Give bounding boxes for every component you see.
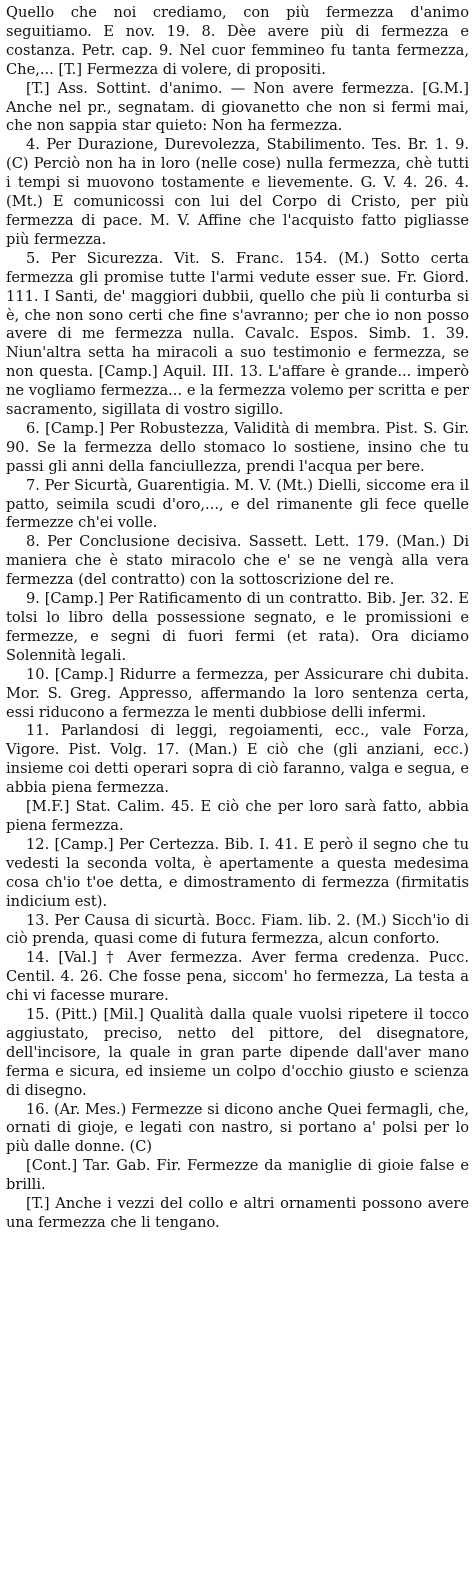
paragraph-18: [T.] Anche i vezzi del collo e altri ornamenti possono avere una fermezza che li tengano. (6, 1195, 469, 1231)
paragraph-3: 4. Per Durazione, Durevolezza, Stabilimento. Tes. Br. 1. 9. (C) Perciò non ha in loro (nelle cose) nulla fermezza, chè tutti i tempi si muovono tostamente e lievemente. G. V. 4. 26. 4. (Mt.) E comunicossi con lui del Corpo di Cristo, per più fermezza di pace. M. V. Affine che l'acquisto fatto pigliasse più fermezza. (6, 136, 469, 248)
paragraph-13: 13. Per Causa di sicurtà. Bocc. Fiam. lib. 2. (M.) Sicch'io di ciò prenda, quasi come di futura fermezza, alcun conforto. (6, 911, 469, 948)
paragraph-16: 16. (Ar. Mes.) Fermezze si dicono anche Quei fermagli, che, ornati di gioje, e legati con nastro, si portano a' polsi per lo più dalle donne. (C) (6, 1100, 469, 1156)
paragraph-7: 8. Per Conclusione decisiva. Sassett. Lett. 179. (Man.) Di maniera che è stato miracolo che e' se ne vengà alla vera fermezza (del contratto) con la sottoscrizione del re. (6, 533, 469, 589)
paragraph-6: 7. Per Sicurtà, Guarentigia. M. V. (Mt.) Dielli, siccome era il patto, seimila scudi d'oro,..., e del rimanente gli fece quelle fermezze ch'ei volle. (6, 476, 469, 532)
paragraph-8: 9. [Camp.] Per Ratificamento di un contratto. Bib. Jer. 32. E tolsi lo libro della possessione segnato, e le promissioni e fermezze, e segni di fuori fermi (et rata). Ora diciamo Solennità legali. (6, 590, 469, 664)
paragraph-11: [M.F.] Stat. Calim. 45. E ciò che per loro sarà fatto, abbia piena fermezza. (6, 798, 469, 834)
paragraph-2: [T.] Ass. Sottint. d'animo. — Non avere fermezza. [G.M.] Anche nel pr., segnatam. di giovanetto che non si fermi mai, che non sappia star quieto: Non ha fermezza. (6, 79, 469, 135)
paragraph-14: 14. [Val.] † Aver fermezza. Aver ferma credenza. Pucc. Centil. 4. 26. Che fosse pena, siccom' ho fermezza, La testa a chi vi facesse murare. (6, 949, 469, 1005)
paragraph-17: [Cont.] Tar. Gab. Fir. Fermezze da maniglie di gioie false e brilli. (6, 1157, 469, 1194)
paragraph-15: 15. (Pitt.) [Mil.] Qualità dalla quale vuolsi ripetere il tocco aggiustato, preciso, netto del pittore, del disegnatore, dell'incisore, la quale in gran parte dipende dall'aver mano ferma e sicura, ed insieme un colpo d'occhio giusto e scienza di disegno. (6, 1006, 469, 1099)
paragraph-5: 6. [Camp.] Per Robustezza, Validità di membra. Pist. S. Gir. 90. Se la fermezza dello stomaco lo sostiene, insino che tu passi gli anni della fanciullezza, prendi l'acqua per bere. (6, 419, 469, 475)
paragraph-12: 12. [Camp.] Per Certezza. Bib. I. 41. E però il segno che tu vedesti la seconda volta, è apertamente a questa medesima cosa ch'io t'oe detta, e dimostramento di fermezza (firmitatis indicium est). (6, 835, 469, 910)
paragraph-9: 10. [Camp.] Ridurre a fermezza, per Assicurare chi dubita. Mor. S. Greg. Appresso, affermando la loro sentenza certa, essi riducono a fermezza le menti dubbiose delli infermi. (6, 665, 469, 721)
paragraph-1: Quello che noi crediamo, con più fermezza d'animo seguitiamo. E nov. 19. 8. Dèe avere più di fermezza e costanza. Petr. cap. 9. Nel cuor femmineo fu tanta fermezza, Che,... [T.] Fermezza di volere, di propositi. (6, 4, 469, 78)
paragraph-10: 11. Parlandosi di leggi, regoiamenti, ecc., vale Forza, Vigore. Pist. Volg. 17. (Man.) E ciò che (gli anziani, ecc.) insieme coi detti operari sopra di ciò faranno, valga e segua, e abbia piena fermezza. (6, 722, 469, 797)
paragraph-4: 5. Per Sicurezza. Vit. S. Franc. 154. (M.) Sotto certa fermezza gli promise tutte l'armi vedute esser sue. Fr. Giord. 111. I Santi, de' maggiori dubbii, quello che più li conturba si è, che non sono certi che fine s'avranno; per che io non posso avere di me fermezza nulla. Cavalc. Espos. Simb. 1. 39. Niun'altra setta ha miracoli a suo testimonio e fermezza, se non questa. [Camp.] Aquil. III. 13. L'affare è grande... imperò ne vogliamo fermezza... e la fermezza volemo per scritta e per sacramento, sigillata di vostro sigillo. (6, 249, 469, 419)
